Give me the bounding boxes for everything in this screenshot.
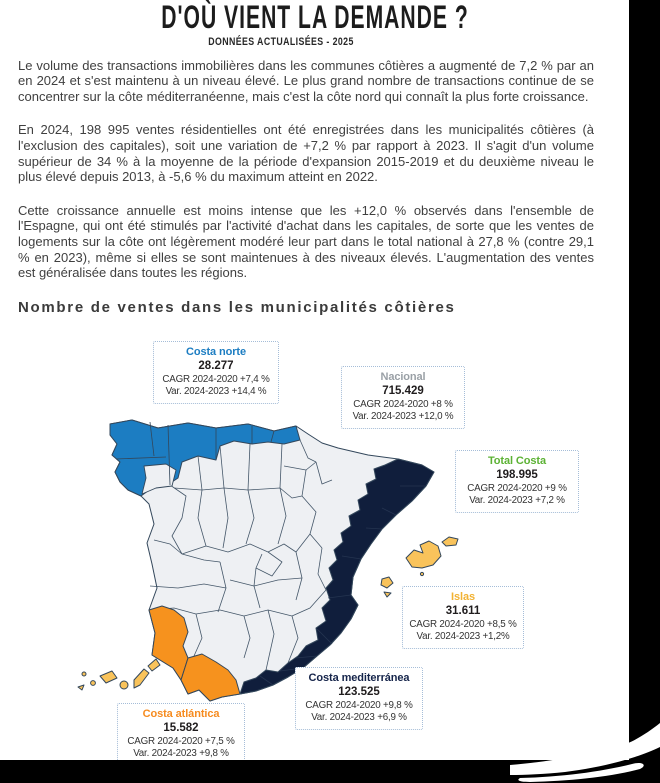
callout-cagr: CAGR 2024-2020 +9,8 % [305,699,413,711]
callout-var: Var. 2024-2023 +9,8 % [133,748,229,760]
callout-var: Var. 2024-2023 +7,2 % [469,495,565,507]
callout-value: 31.611 [445,605,481,618]
paragraph-2: En 2024, 198 995 ventes résidentielles ont été enregistrées dans les municipalités côtières (à l'exclusion des capitales), soit une variation de +7,2 % par rapport à 2023. Il s'agit d'un volume supérieur de 34 % à la moyenne de la période d'expansion 2015-2019 et du deuxième niveau le plus élevé depuis 2013, à -5,6 % du maximum atteint en 2022. [18,122,594,185]
spain-map-figure [0,338,630,763]
callout-cagr: CAGR 2024-2020 +7,5 % [127,735,235,747]
callout-cagr: CAGR 2024-2020 +8,5 % [409,618,517,630]
callout-title: Islas [451,591,475,603]
body-text [18,58,594,281]
callout-title: Costa mediterránea [308,672,410,684]
callout-var: Var. 2024-2023 +1,2% [416,631,510,643]
black-side-bar [629,0,660,783]
callout-var: Var. 2024-2023 +14,4 % [165,386,267,398]
callout-title: Costa atlántica [142,708,220,720]
callout-cagr: CAGR 2024-2020 +7,4 % [162,373,270,385]
callout-cagr: CAGR 2024-2020 +8 % [353,398,453,410]
callout-total-costa [455,450,579,513]
callout-var: Var. 2024-2023 +12,0 % [352,411,454,423]
callout-value: 198.995 [496,469,538,482]
corner-swoosh-decoration [510,721,660,783]
callout-nacional [341,366,465,429]
header [0,0,630,48]
section-heading: Nombre de ventes dans les municipalités côtières [18,298,456,316]
callout-costa-norte [153,341,279,404]
callout-title: Total Costa [488,455,546,467]
callout-value: 123.525 [338,686,380,699]
callout-title: Costa norte [185,346,247,358]
callout-var: Var. 2024-2023 +6,9 % [311,712,407,724]
callout-costa-mediterranea [295,667,423,730]
callout-cagr: CAGR 2024-2020 +9 % [467,482,567,494]
callout-title: Nacional [380,371,426,383]
callout-value: 715.429 [382,385,424,398]
paragraph-1: Le volume des transactions immobilières dans les communes côtières a augmenté de 7,2 % par an en 2024 et s'est maintenu à un niveau élevé. Le plus grand nombre de transactions continue de se concentrer sur la côte méditerranéenne, mais c'est la côte nord qui connaît la plus forte croissance. [18,57,594,104]
callout-value: 15.582 [163,722,199,735]
callout-costa-atlantica [117,703,245,766]
page-subtitle: DONNÉES ACTUALISÉES - 2025 [208,35,354,48]
paragraph-3: Cette croissance annuelle est moins intense que les +12,0 % observés dans l'ensemble de l'Espagne, qui ont été stimulés par l'activité d'achat dans les capitales, de sorte que les ventes de logements sur la côte ont légèrement modéré leur part dans le total national à 27,8 % (contre 29,1 % en 2023), même si elles se sont maintenues à des niveaux élevés. L'augmentation des ventes est généralisée dans toutes les régions. [18,202,594,281]
callout-value: 28.277 [198,360,234,373]
callout-islas [402,586,524,649]
page-title: D'OÙ VIENT LA DEMANDE ? [161,0,469,35]
